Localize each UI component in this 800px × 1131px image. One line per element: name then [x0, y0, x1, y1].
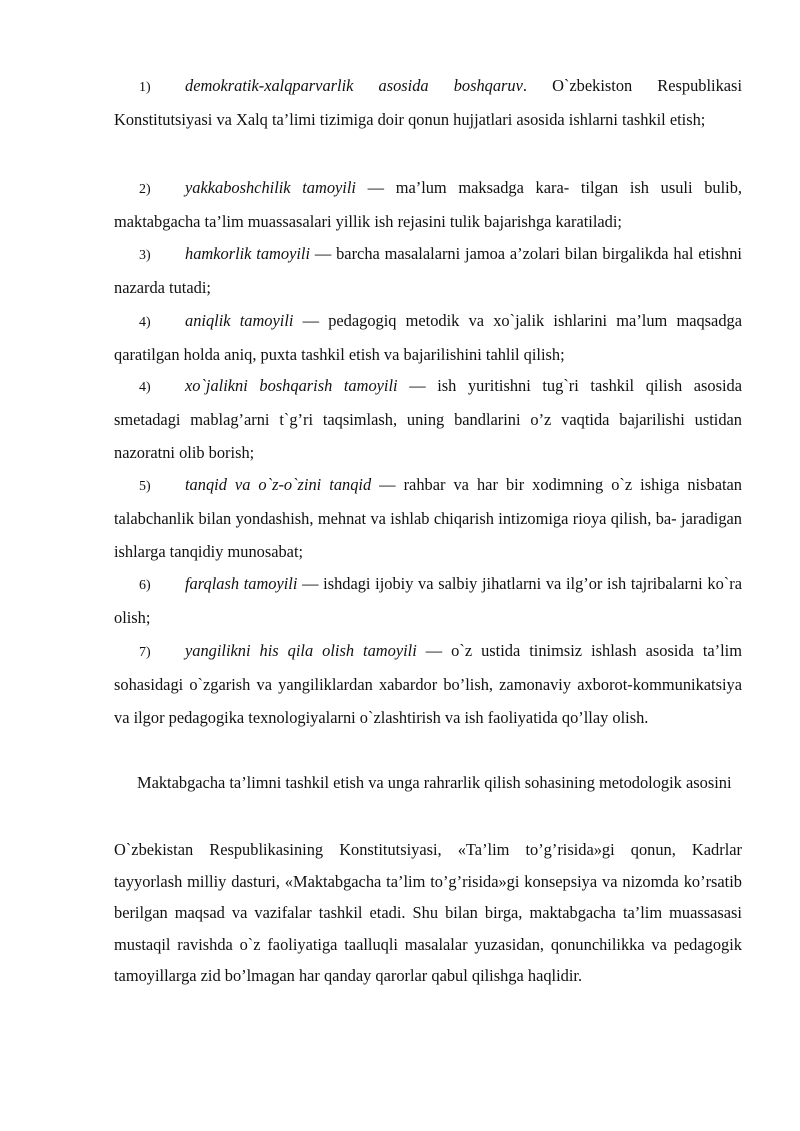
list-item	[114, 568, 742, 635]
list-item	[114, 70, 742, 137]
body-paragraph-text: O`zbekistan Respublikasining Konstitutsiyasi, «Ta’lim to’g’risida»gi qonun, Kadrlar tayyorlash milliy dasturi, «Maktabgacha ta’lim to’g’risida»gi konsepsiya va nizomda ko’rsatib berilgan maqsad va vazifalar tashkil etadi. Shu bilan birga, maktabgacha ta’lim muassasasi mustaqil ravishda o`z faoliyatiga taalluqli masalalar yuzasidan, qonunchilikka va pedagogik tamoyillarga zid bo’lmagan har qanday qarorlar qabul qilishga haqlidir.	[114, 840, 742, 986]
principle-description: — ma’lum maksadga kara- tilgan ish usuli bulib, maktabgacha ta’lim muassasalari yillik ish rejasini tulik bajarishga karatiladi;	[114, 178, 743, 232]
principle-description: — barcha masalalarni jamoa a’zolari bilan birgalikda hal etishni nazarda tutadi;	[114, 244, 742, 298]
principle-description: — o`z ustida tinimsiz ishlash asosida ta’lim sohasidagi o`zgarish va yangiliklardan xabardor bo’lish, zamonaviy axborot-kommunikatsiya va ilgor pedagogika texnologiyalarni o`zlashtirish va ish faoliyatida qo’llay olish.	[114, 641, 742, 727]
principle-description: — ishdagi ijobiy va salbiy jihatlarni va ilg’or ish tajribalarni ko`ra olish;	[114, 574, 742, 628]
principle-term: farqlash tamoyili	[185, 574, 298, 593]
section-heading-text: Maktabgacha ta’limni tashkil etish va unga rahrarlik qilish sohasining metodologik asosini	[137, 773, 732, 792]
body-paragraph	[114, 834, 742, 992]
list-item-text	[114, 305, 742, 372]
principle-term: hamkorlik tamoyili	[185, 244, 311, 263]
principle-description: — rahbar va har bir xodimning o`z ishiga nisbatan talabchanlik bilan yondashish, mehnat va ishlab chiqarish intizomiga rioya qilish, ba- jaradigan ishlarga tanqidiy munosabat;	[114, 475, 742, 561]
list-item-text	[114, 238, 742, 305]
list-item-text	[114, 568, 742, 635]
list-item-number: 7)	[139, 645, 151, 660]
principle-term: tanqid va o`z-o`zini tanqid	[185, 475, 372, 494]
list-item	[114, 635, 742, 734]
list-item	[114, 370, 742, 469]
list-item-text	[114, 635, 742, 734]
list-item-number: 4)	[139, 315, 151, 330]
principle-description: — pedagogiq metodik va xo`jalik ishlarini ma’lum maqsadga qaratilgan holda aniq, puxta tashkil etish va bajarilishini tahlil qilish;	[114, 311, 742, 365]
list-item	[114, 305, 742, 372]
principle-description: . O`zbekiston Respublikasi Konstitutsiyasi va Xalq ta’limi tizimiga doir qonun hujjatlari asosida ishlarni tashkil etish;	[114, 76, 742, 130]
list-item-number: 3)	[139, 248, 151, 263]
principle-term: aniqlik tamoyili	[185, 311, 294, 330]
list-item-number: 1)	[139, 80, 151, 95]
list-item-number: 5)	[139, 479, 151, 494]
principle-term: demokratik-xalqparvarlik asosida boshqaruv	[185, 76, 523, 95]
principle-term: yakkaboshchilik tamoyili	[185, 178, 356, 197]
list-item-text	[114, 70, 742, 137]
principle-term: xo`jalikni boshqarish tamoyili	[185, 376, 398, 395]
list-item	[114, 172, 742, 239]
list-item-text	[114, 172, 742, 239]
principle-description: — ish yuritishni tug`ri tashkil qilish asosida smetadagi mablag’arni t`g’ri taqsimlash, uning bandlarini o’z vaqtida bajarilishi ustidan nazoratni olib borish;	[114, 376, 742, 462]
list-item-number: 6)	[139, 578, 151, 593]
list-item-text	[114, 370, 742, 469]
section-heading	[137, 767, 742, 798]
list-item-number: 4)	[139, 380, 151, 395]
list-item-number: 2)	[139, 182, 151, 197]
principle-term: yangilikni his qila olish tamoyili	[185, 641, 417, 660]
list-item-text	[114, 469, 742, 568]
list-item	[114, 469, 742, 568]
list-item	[114, 238, 742, 305]
